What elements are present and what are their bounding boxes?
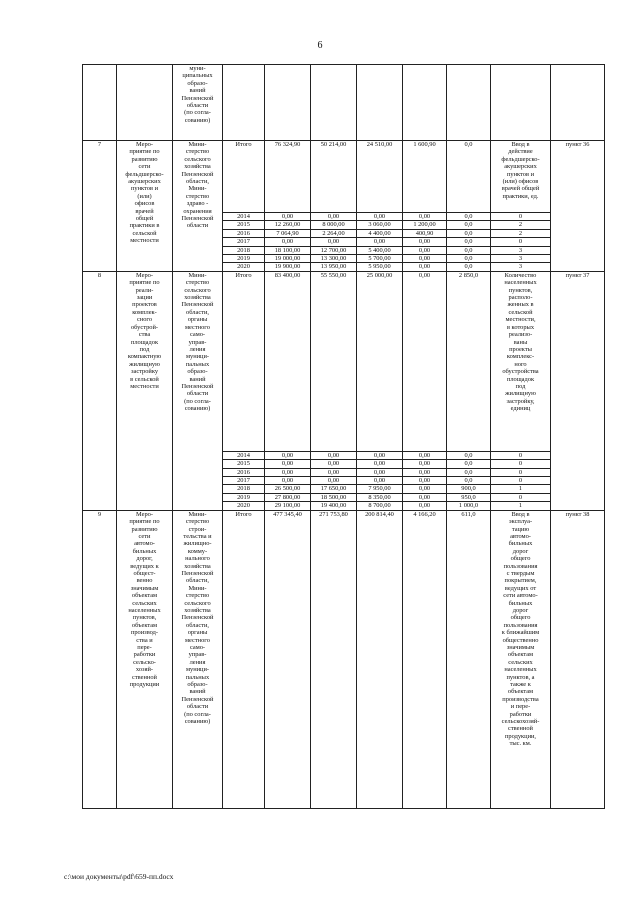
value-cell: 1 200,00 (403, 221, 447, 229)
value-cell: 17 650,00 (311, 485, 357, 493)
footer-file-path: c:\мои документы\pdf\659-пп.docx (64, 872, 174, 881)
year-cell: 2015 (223, 221, 265, 229)
value-cell: 5 950,00 (357, 263, 403, 271)
value-cell: 0,00 (403, 238, 447, 246)
value-cell: 24 510,00 (357, 141, 403, 213)
page-number: 6 (317, 40, 323, 51)
year-cell: 2017 (223, 477, 265, 485)
value-cell: 29 100,00 (265, 502, 311, 510)
value-cell: 0,0 (447, 246, 491, 254)
value-cell: 7 950,00 (357, 485, 403, 493)
value-cell: 0,00 (403, 502, 447, 510)
program-table (82, 64, 605, 809)
value-cell: 2 850,0 (447, 271, 491, 451)
value-cell: 0,0 (447, 221, 491, 229)
executor-cell: Мини- стерство сельского хозяйства Пензенской области, Мини- стерство здраво - охранения Пензенской области (173, 141, 223, 272)
value-cell: 0,00 (311, 468, 357, 476)
year-cell: 2020 (223, 263, 265, 271)
value-cell: 0,00 (265, 477, 311, 485)
value-cell: 0,00 (403, 493, 447, 501)
value-cell: 0,0 (447, 238, 491, 246)
year-cell: 2016 (223, 229, 265, 237)
value-cell: 0,00 (357, 451, 403, 459)
value-cell: 0,00 (265, 213, 311, 221)
indicator-value: 2 (491, 221, 551, 229)
value-cell: 0,00 (357, 468, 403, 476)
indicator-value: 0 (491, 460, 551, 468)
period-cell: Итого (223, 510, 265, 808)
row-number: 7 (83, 141, 117, 272)
value-cell: 0,00 (403, 451, 447, 459)
value-cell: 1 600,90 (403, 141, 447, 213)
value-cell: 200 814,40 (357, 510, 403, 808)
value-cell: 0,00 (311, 238, 357, 246)
year-cell: 2019 (223, 255, 265, 263)
value-cell: 0,00 (403, 485, 447, 493)
value-cell: 0,0 (447, 213, 491, 221)
value-cell: 0,00 (403, 468, 447, 476)
value-cell: 2 264,00 (311, 229, 357, 237)
value-cell: 19 900,00 (265, 263, 311, 271)
period-cell: Итого (223, 141, 265, 213)
value-cell: 19 000,00 (265, 255, 311, 263)
value-cell: 0,00 (311, 451, 357, 459)
value-cell: 27 800,00 (265, 493, 311, 501)
value-cell: 13 950,00 (311, 263, 357, 271)
value-cell: 7 064,90 (265, 229, 311, 237)
value-cell: 8 000,00 (311, 221, 357, 229)
indicator-value: 0 (491, 451, 551, 459)
indicator-cell: Количество населенных пунктов, располо- женных в сельской местности, в которых реализо- ваны проекты комплекс- ного обустройства площадок под жилищную застройку, единиц (491, 271, 551, 451)
indicator-value: 0 (491, 238, 551, 246)
value-cell: 55 550,00 (311, 271, 357, 451)
value-cell: 25 000,00 (357, 271, 403, 451)
event-cell: Меро- приятие по развитию сети фельдшерско- акушерских пунктов и (или) офисов врачей общей практики в сельской местности (117, 141, 173, 272)
value-cell: 8 350,00 (357, 493, 403, 501)
indicator-value: 1 (491, 485, 551, 493)
indicator-value: 0 (491, 213, 551, 221)
year-cell: 2018 (223, 246, 265, 254)
value-cell: 26 500,00 (265, 485, 311, 493)
value-cell: 19 400,00 (311, 502, 357, 510)
indicator-value: 2 (491, 229, 551, 237)
value-cell: 950,0 (447, 493, 491, 501)
value-cell: 271 753,80 (311, 510, 357, 808)
value-cell: 18 500,00 (311, 493, 357, 501)
value-cell: 0,0 (447, 477, 491, 485)
value-cell: 3 060,00 (357, 221, 403, 229)
reference-cell: пункт 37 (551, 271, 605, 510)
value-cell: 400,90 (403, 229, 447, 237)
value-cell: 18 100,00 (265, 246, 311, 254)
value-cell: 5 400,00 (357, 246, 403, 254)
event-cell: Меро- приятие по развитию сети автомо- бильных дорог, ведущих к общест- венно значимым объектам сельских населенных пунктов, объектам производ- ства и пере- работки сельско- хозяй- ственной продукции (117, 510, 173, 808)
executor-cell: Мини- стерство строи- тельства и жилищно- комму- нального хозяйства Пензенской области, Мини- стерство сельского хозяйства Пензенской области, органы местного само- управ- ления муници- пальных образо- ваний Пензенской области (по согла- сованию) (173, 510, 223, 808)
table-row (83, 271, 605, 451)
indicator-cell: Ввод в действие фельдшерско- акушерских пунктов и (или) офисов врачей общей практики, ед. (491, 141, 551, 213)
value-cell: 0,0 (447, 141, 491, 213)
indicator-value: 0 (491, 468, 551, 476)
value-cell: 0,00 (311, 460, 357, 468)
value-cell: 0,00 (265, 451, 311, 459)
value-cell: 0,00 (403, 246, 447, 254)
executor-cell: муни- ципальных образо- ваний Пензенской области (по согла- сованию) (173, 65, 223, 141)
indicator-value: 3 (491, 263, 551, 271)
value-cell: 0,00 (403, 263, 447, 271)
value-cell: 0,00 (357, 477, 403, 485)
year-cell: 2015 (223, 460, 265, 468)
value-cell: 12 700,00 (311, 246, 357, 254)
value-cell: 0,00 (403, 460, 447, 468)
indicator-value: 3 (491, 255, 551, 263)
value-cell: 0,0 (447, 451, 491, 459)
indicator-value: 0 (491, 493, 551, 501)
year-cell: 2017 (223, 238, 265, 246)
value-cell: 13 300,00 (311, 255, 357, 263)
value-cell: 611,0 (447, 510, 491, 808)
value-cell: 76 324,90 (265, 141, 311, 213)
executor-cell: Мини- стерство сельского хозяйства Пензенской области, органы местного само- управ- ления муници- пальных образо- ваний Пензенской области (по согла- сованию) (173, 271, 223, 510)
indicator-cell: Ввод в эксплуа- тацию автомо- бильных дорог общего пользования с твердым покрытием, ведущих от сети автомо- бильных дорог общего пользования к ближайшим общественно значимым объектам сельских населенных пунктов, а также к объектам производства и пере- работки сельскохозяй- ственной продукции, тыс. км. (491, 510, 551, 808)
value-cell: 4 166,20 (403, 510, 447, 808)
value-cell: 12 260,00 (265, 221, 311, 229)
indicator-value: 0 (491, 477, 551, 485)
value-cell: 0,0 (447, 460, 491, 468)
value-cell: 0,0 (447, 255, 491, 263)
value-cell: 0,00 (403, 271, 447, 451)
value-cell: 0,00 (403, 477, 447, 485)
year-cell: 2014 (223, 213, 265, 221)
reference-cell: пункт 38 (551, 510, 605, 808)
value-cell: 83 400,00 (265, 271, 311, 451)
value-cell: 8 700,00 (357, 502, 403, 510)
period-cell: Итого (223, 271, 265, 451)
value-cell: 0,00 (311, 477, 357, 485)
year-cell: 2018 (223, 485, 265, 493)
year-cell: 2019 (223, 493, 265, 501)
continuation-row (83, 65, 605, 141)
value-cell: 0,0 (447, 263, 491, 271)
value-cell: 1 000,0 (447, 502, 491, 510)
year-cell: 2020 (223, 502, 265, 510)
row-number: 9 (83, 510, 117, 808)
value-cell: 900,0 (447, 485, 491, 493)
table-row (83, 510, 605, 808)
value-cell: 0,00 (403, 255, 447, 263)
value-cell: 0,0 (447, 229, 491, 237)
value-cell: 0,00 (265, 238, 311, 246)
event-cell: Меро- приятие по реали- зации проектов комплек- сного обустрой- ства площадок под компактную жилищную застройку в сельской местности (117, 271, 173, 510)
indicator-value: 3 (491, 246, 551, 254)
row-number: 8 (83, 271, 117, 510)
value-cell: 0,00 (357, 238, 403, 246)
value-cell: 4 400,00 (357, 229, 403, 237)
value-cell: 0,00 (265, 468, 311, 476)
table-row (83, 141, 605, 213)
year-cell: 2014 (223, 451, 265, 459)
value-cell: 477 345,40 (265, 510, 311, 808)
indicator-value: 1 (491, 502, 551, 510)
reference-cell: пункт 36 (551, 141, 605, 272)
value-cell: 0,00 (357, 213, 403, 221)
value-cell: 50 214,00 (311, 141, 357, 213)
value-cell: 0,00 (357, 460, 403, 468)
value-cell: 0,0 (447, 468, 491, 476)
value-cell: 5 700,00 (357, 255, 403, 263)
year-cell: 2016 (223, 468, 265, 476)
value-cell: 0,00 (265, 460, 311, 468)
value-cell: 0,00 (311, 213, 357, 221)
value-cell: 0,00 (403, 213, 447, 221)
